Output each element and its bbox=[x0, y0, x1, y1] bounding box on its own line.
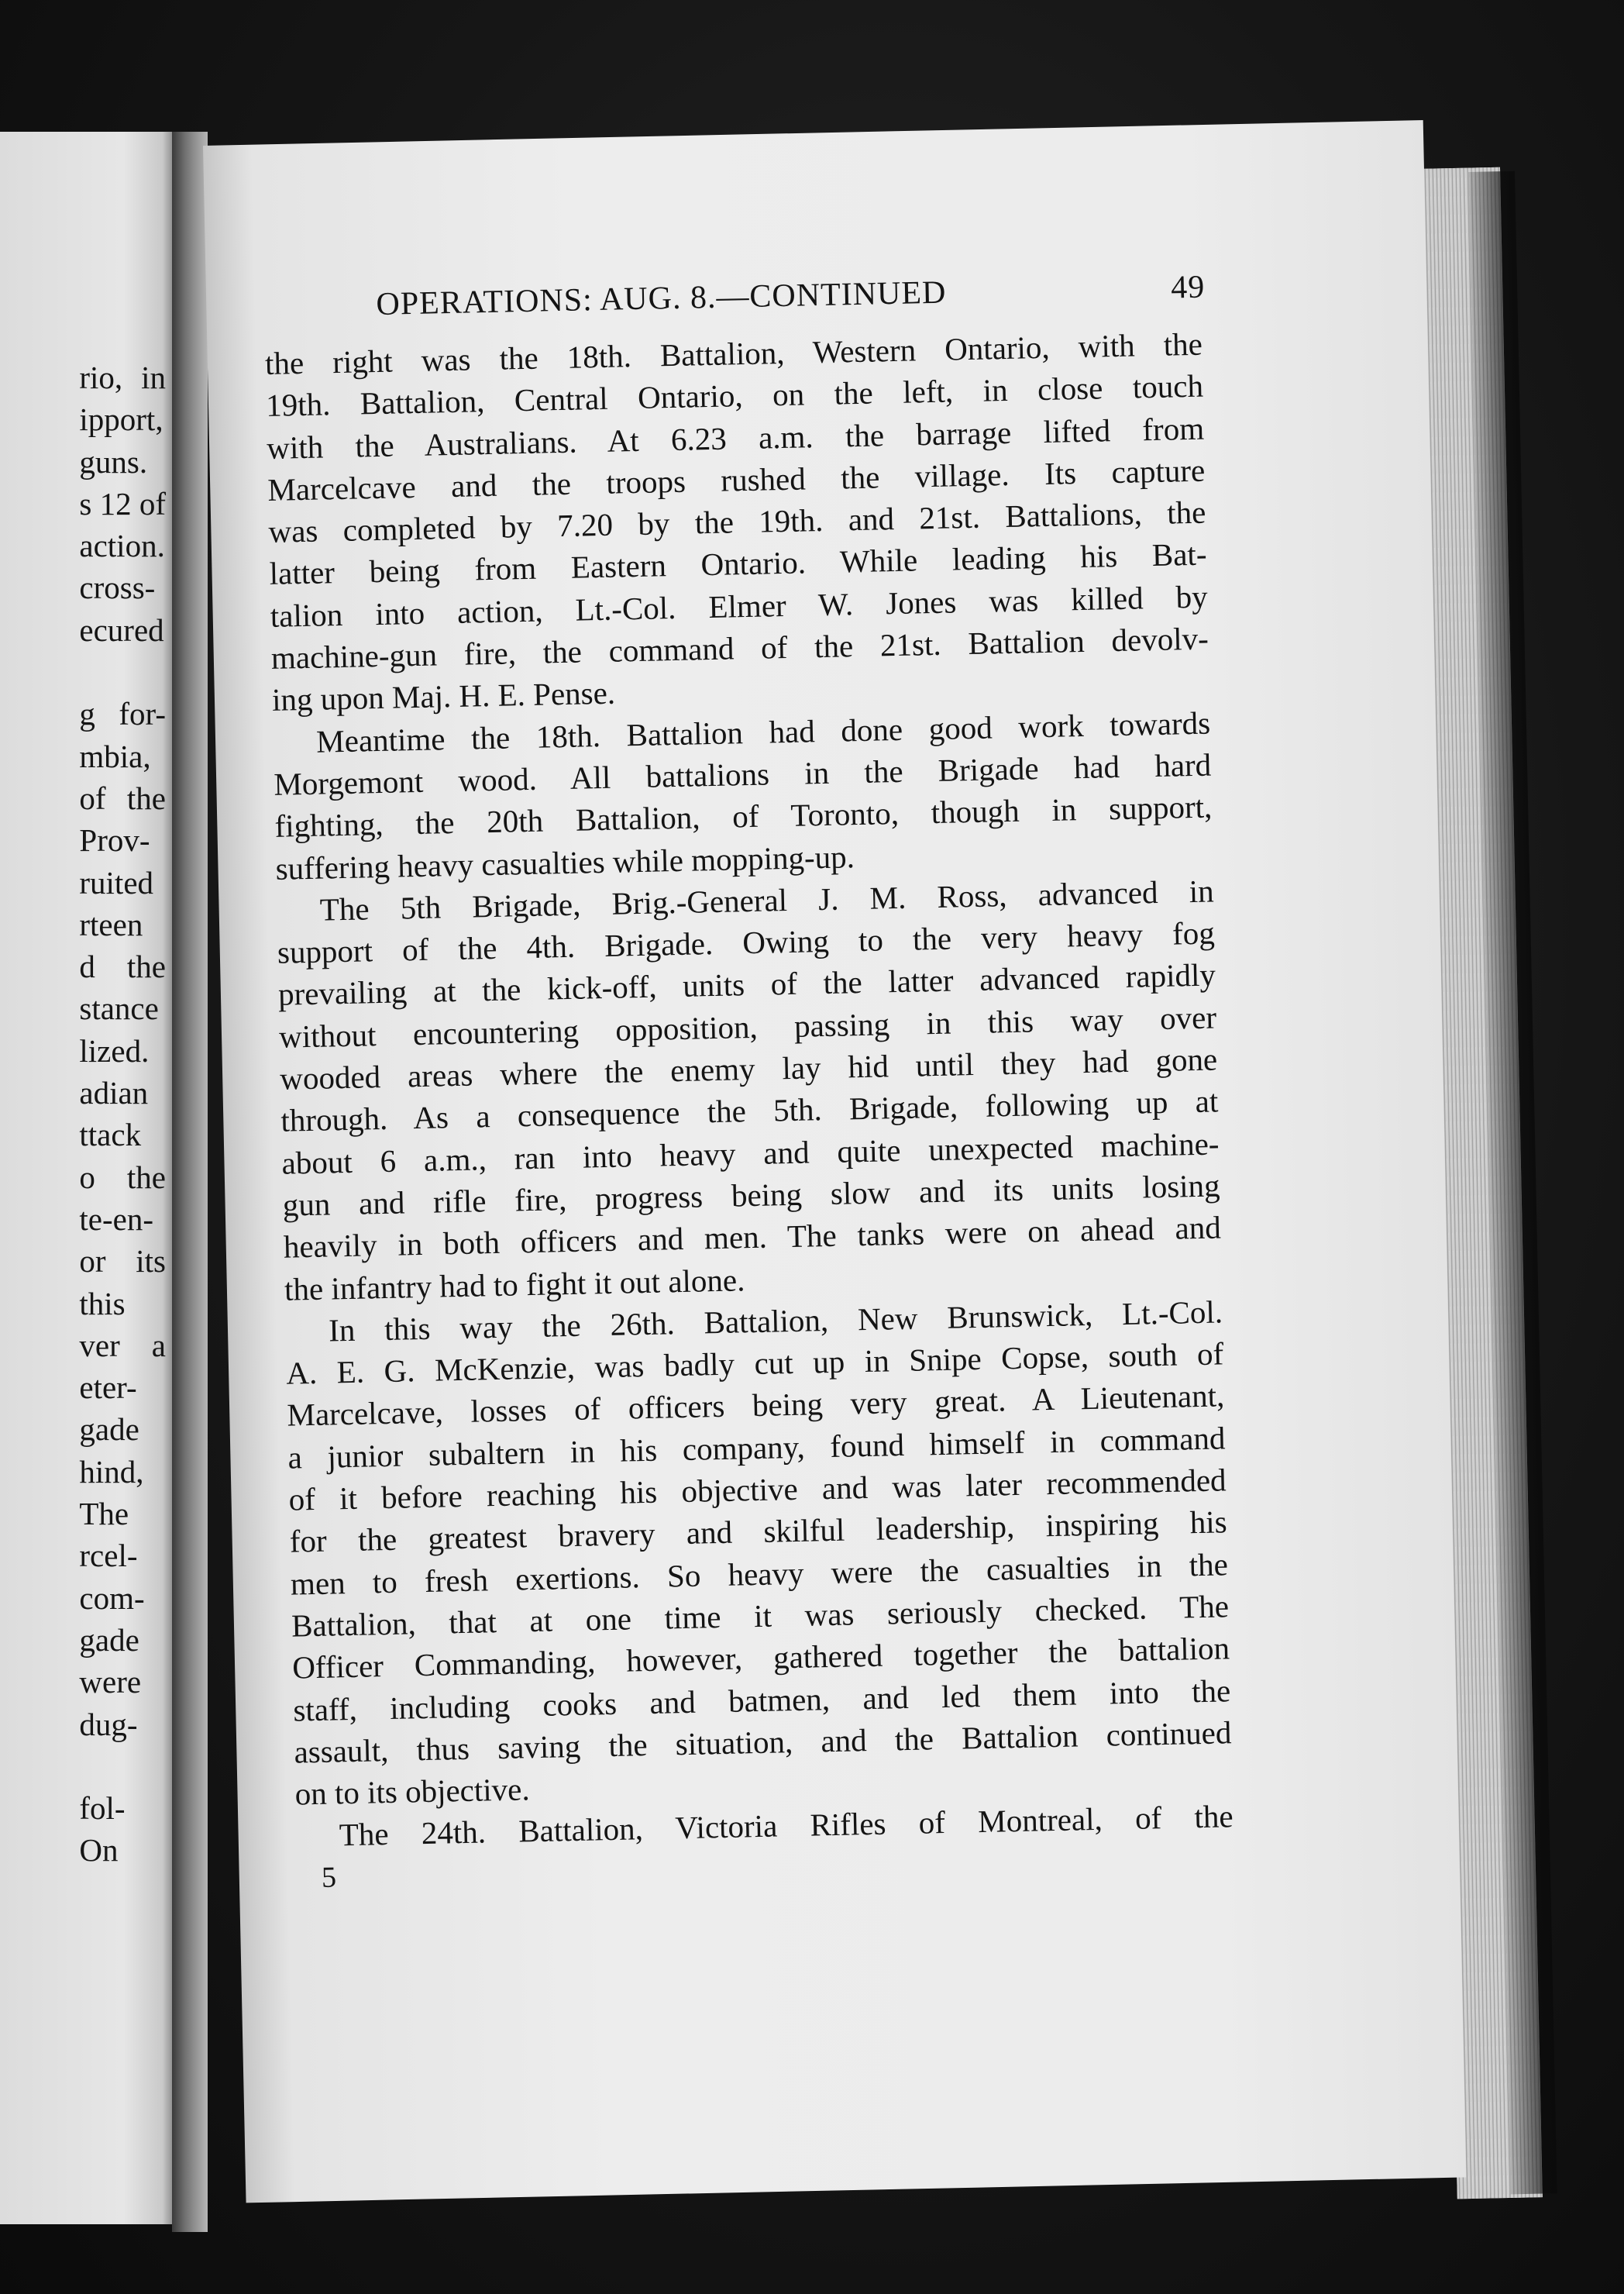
body-text bbox=[264, 323, 1233, 1858]
left-page-line: cross- bbox=[79, 570, 156, 606]
left-page-line: action. bbox=[79, 528, 165, 564]
left-page-line: lized. bbox=[79, 1032, 150, 1069]
text-line: the infantry had to fight it out alone. bbox=[284, 1261, 745, 1307]
text-line: wooded areas where the enemy lay hid until they had gone bbox=[279, 1041, 1218, 1097]
left-page-line: s 12 of bbox=[79, 485, 166, 522]
left-page-line: guns. bbox=[79, 443, 148, 480]
text-line: was completed by 7.20 by the 19th. and 21st. Battalions, the bbox=[268, 494, 1206, 550]
left-page-line: or its bbox=[79, 1243, 166, 1280]
paragraph bbox=[273, 701, 1213, 889]
text-line: Meantime the 18th. Battalion had done good work towards bbox=[315, 704, 1211, 760]
running-head-title: OPERATIONS: AUG. 8.—CONTINUED bbox=[375, 274, 947, 322]
text-line: assault, thus saving the situation, and the Battalion continued bbox=[294, 1714, 1232, 1770]
text-line: In this way the 26th. Battalion, New Brunswick, Lt.-Col. bbox=[328, 1293, 1223, 1348]
text-line: ing upon Maj. H. E. Pense. bbox=[271, 674, 616, 718]
text-line: The 24th. Battalion, Victoria Rifles of Montreal, of the bbox=[339, 1798, 1234, 1853]
left-page-line: d the bbox=[79, 949, 166, 985]
text-line: staff, including cooks and batmen, and led them into the bbox=[292, 1672, 1231, 1728]
page-number: 49 bbox=[1170, 269, 1206, 306]
left-page-line: stance bbox=[79, 990, 159, 1027]
text-line: gun and rifle fire, progress being slow and its units losing bbox=[282, 1167, 1220, 1223]
text-line: 19th. Battalion, Central Ontario, on the left, in close touch bbox=[265, 367, 1204, 424]
left-page bbox=[0, 132, 177, 2224]
left-page-line: adian bbox=[79, 1075, 149, 1111]
text-line: The 5th Brigade, Brig.-General J. M. Ross, advanced in bbox=[319, 873, 1215, 928]
paragraph bbox=[276, 870, 1222, 1310]
left-page-line: g for- bbox=[79, 696, 166, 732]
text-line: men to fresh exertions. So heavy were the casualties in the bbox=[290, 1545, 1229, 1602]
left-page-line: com- bbox=[79, 1579, 145, 1616]
text-line: fighting, the 20th Battalion, of Toronto, though in support, bbox=[274, 788, 1213, 845]
left-page-line: On bbox=[79, 1832, 119, 1869]
left-page-line: gade bbox=[79, 1621, 139, 1658]
left-page-line: The bbox=[79, 1496, 129, 1532]
text-line: Battalion, that at one time it was seriously checked. The bbox=[291, 1588, 1230, 1644]
paragraph bbox=[285, 1290, 1233, 1815]
left-page-line: rteen bbox=[79, 906, 143, 942]
text-line: A. E. G. McKenzie, was badly cut up in Snipe Copse, south of bbox=[285, 1335, 1224, 1391]
text-line: about 6 a.m., ran into heavy and quite unexpected machine- bbox=[281, 1125, 1220, 1181]
left-page-line: fol- bbox=[79, 1790, 126, 1827]
text-line: through. As a consequence the 5th. Brigade, following up at bbox=[280, 1083, 1219, 1139]
left-page-line: mbia, bbox=[79, 738, 151, 774]
book-gutter bbox=[172, 132, 208, 2232]
left-page-line: rio, in bbox=[79, 360, 166, 395]
left-page-line: ver a bbox=[79, 1327, 166, 1363]
left-page-line: Prov- bbox=[79, 822, 150, 859]
signature-mark: 5 bbox=[321, 1861, 337, 1894]
left-page-line: o the bbox=[79, 1159, 166, 1195]
left-page-line: hind, bbox=[79, 1453, 144, 1490]
left-page-line: eter- bbox=[79, 1369, 137, 1406]
text-line: support of the 4th. Brigade. Owing to the very heavy fog bbox=[277, 914, 1216, 970]
text-line: with the Australians. At 6.23 a.m. the barrage lifted from bbox=[266, 410, 1205, 466]
left-page-line: rcel- bbox=[79, 1538, 138, 1574]
left-page-line: dug- bbox=[79, 1706, 138, 1742]
left-page-line: gade bbox=[79, 1411, 139, 1448]
text-line: without encountering opposition, passing in this way over bbox=[278, 999, 1217, 1055]
left-page-line: ipport, bbox=[79, 401, 163, 438]
text-line: Marcelcave and the troops rushed the village. Its capture bbox=[267, 452, 1206, 508]
left-page-line: ruited bbox=[79, 864, 154, 901]
text-line: talion into action, Lt.-Col. Elmer W. Jones was killed by bbox=[270, 578, 1209, 634]
left-page-line: this bbox=[79, 1285, 126, 1321]
right-page-text bbox=[263, 269, 1234, 1900]
left-page-gap bbox=[79, 1745, 166, 1787]
left-page-text bbox=[79, 356, 166, 1872]
paragraph bbox=[264, 323, 1209, 722]
text-line: Officer Commanding, however, gathered together the battalion bbox=[291, 1630, 1230, 1686]
text-line: a junior subaltern in his company, found himself in command bbox=[287, 1420, 1226, 1476]
left-page-line: ecured bbox=[79, 611, 164, 648]
text-line: the right was the 18th. Battalion, Western Ontario, with the bbox=[264, 326, 1203, 381]
text-line: heavily in both officers and men. The tanks were on ahead and bbox=[283, 1209, 1222, 1265]
text-line: prevailing at the kick-off, units of the latter advanced rapidly bbox=[277, 956, 1216, 1013]
text-line: machine-gun fire, the command of the 21st. Battalion devolv- bbox=[270, 620, 1209, 676]
left-page-gap bbox=[79, 651, 166, 693]
text-line: Marcelcave, losses of officers being very great. A Lieutenant, bbox=[286, 1377, 1225, 1434]
left-page-line: of the bbox=[79, 780, 166, 816]
text-line: Morgemont wood. All battalions in the Brigade had hard bbox=[273, 746, 1212, 802]
left-page-line: te-en- bbox=[79, 1200, 153, 1237]
text-line: latter being from Eastern Ontario. While leading his Bat- bbox=[269, 536, 1207, 592]
text-line: for the greatest bravery and skilful leadership, inspiring his bbox=[289, 1504, 1228, 1559]
left-page-line: were bbox=[79, 1664, 142, 1700]
text-line: on to its objective. bbox=[294, 1771, 531, 1812]
text-line: of it before reaching his objective and was later recommended bbox=[288, 1462, 1227, 1517]
text-line: suffering heavy casualties while mopping-up. bbox=[275, 838, 855, 887]
left-page-line: ttack bbox=[79, 1117, 142, 1153]
